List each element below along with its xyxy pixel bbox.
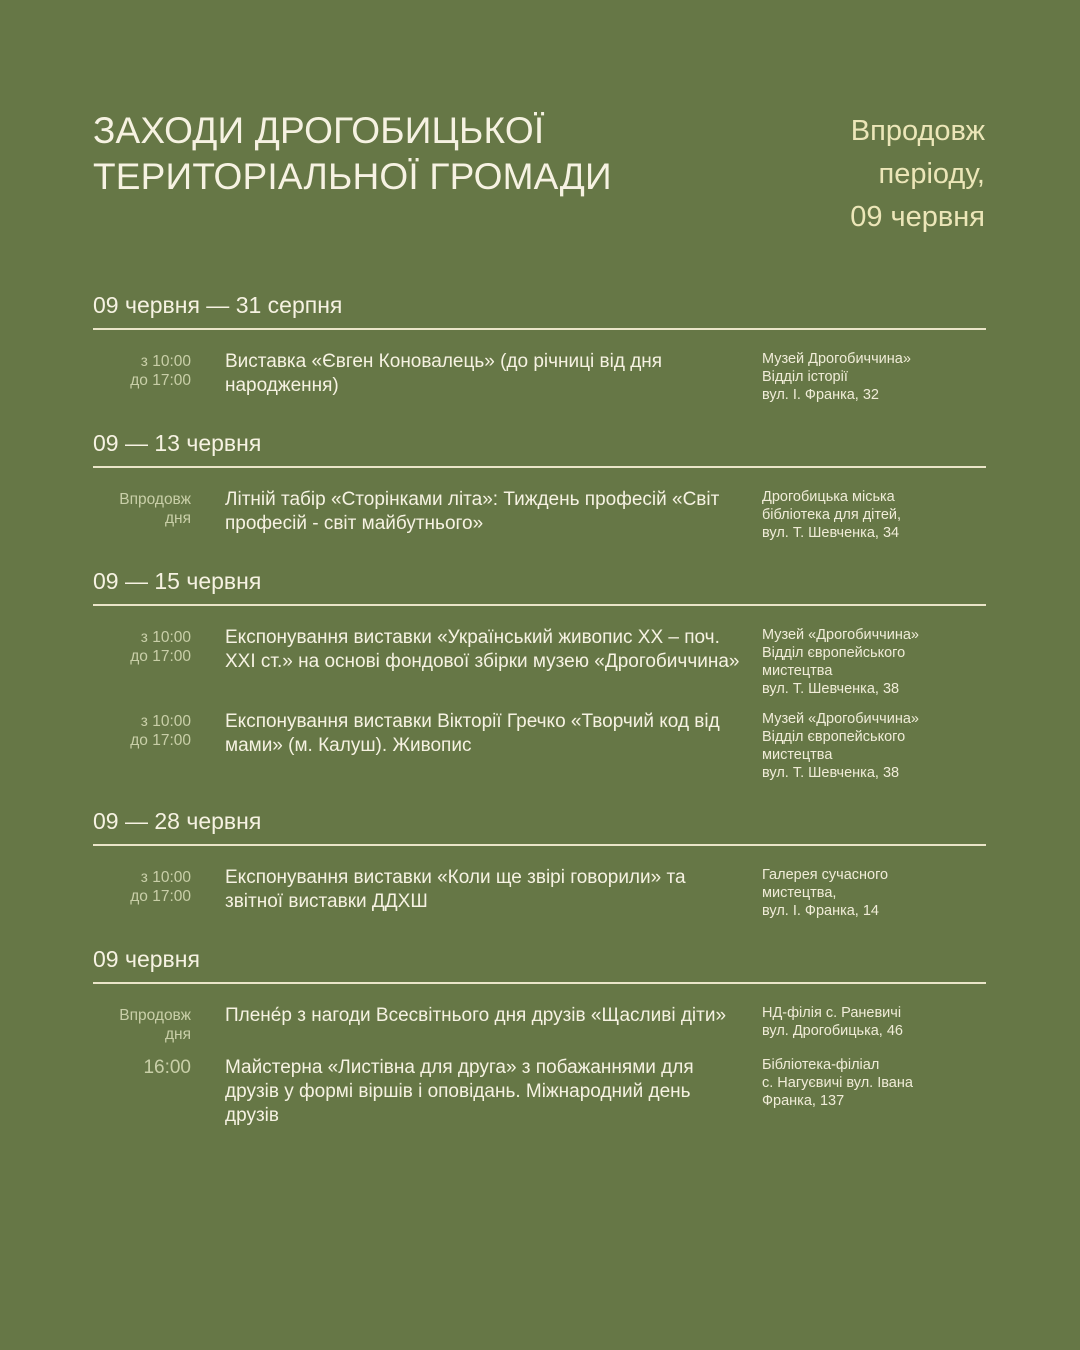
event-location-line: мистецтва, [762,885,837,901]
date-section [93,566,986,782]
event-list [93,468,986,542]
event-description: Експонування виставки «Коли ще звірі говорили» та звітної виставки ДДХШ [225,867,686,912]
event-row [93,1056,986,1128]
event-row [93,710,986,782]
event-time [93,626,191,666]
event-time-line: з 10:00 [140,629,191,646]
event-location [762,710,986,782]
date-section [93,428,986,542]
event-location [762,350,986,404]
event-location-line: вул. Т. Шевченка, 38 [762,681,900,697]
event-description: Майстерна «Листівна для друга» з побажаннями для друзів у формі віршів і оповідань. Міжнародний день друзів [225,1057,694,1126]
page-title-line: ЗАХОДИ ДРОГОБИЦЬКОЇ [93,110,545,151]
event-location-line: с. Нагуєвичі вул. Івана [762,1075,913,1091]
event-location-line: Дрогобицька міська [762,489,895,505]
section-date-title: 09 червня — 31 серпня [93,290,986,330]
event-description: Літній табір «Сторінками літа»: Тиждень професій «Світ професій - світ майбутнього» [225,489,720,534]
event-description: Плене́р з нагоди Всесвітнього дня друзів «Щасливі діти» [225,1005,727,1026]
event-time-line: 16:00 [143,1057,191,1078]
event-list [93,606,986,782]
event-time [93,866,191,906]
event-location-line: Відділ європейського [762,729,906,745]
event-location [762,626,986,698]
event-location-line: Бібліотека-філіал [762,1057,880,1073]
event-time [93,1056,191,1080]
date-section [93,806,986,920]
event-time-line: Впродовж [119,491,191,508]
event-sections [93,290,986,1152]
period-label [725,110,985,239]
event-time-line: до 17:00 [130,888,191,905]
event-location-line: мистецтва [762,663,833,679]
period-line: 09 червня [850,201,985,233]
event-location [762,488,986,542]
event-time-line: Впродовж [119,1007,191,1024]
section-date-title: 09 — 13 червня [93,428,986,468]
event-time-line: з 10:00 [140,353,191,370]
event-location-line: Відділ історії [762,369,848,385]
event-time [93,710,191,750]
page-title-line: ТЕРИТОРІАЛЬНОЇ ГРОМАДИ [93,156,612,197]
period-line: Впродовж [850,115,985,147]
event-time [93,1004,191,1044]
event-location-line: вул. І. Франка, 32 [762,387,879,403]
event-time-line: з 10:00 [140,713,191,730]
event-row [93,1004,986,1044]
event-location-line: Галерея сучасного [762,867,889,883]
event-location-line: Відділ європейського [762,645,906,661]
section-date-title: 09 — 28 червня [93,806,986,846]
event-location-line: Музей Дрогобиччина» [762,351,911,367]
event-list [93,846,986,920]
event-list [93,984,986,1128]
section-date-title: 09 — 15 червня [93,566,986,606]
section-date-title: 09 червня [93,944,986,984]
event-location-line: мистецтва [762,747,833,763]
event-list [93,330,986,404]
event-time-line: дня [165,1026,191,1043]
event-description: Виставка «Євген Коновалець» (до річниці від дня народження) [225,351,663,396]
event-row [93,488,986,542]
event-location [762,1004,986,1040]
event-location [762,1056,986,1110]
event-row [93,626,986,698]
event-description: Експонування виставки Вікторії Гречко «Творчий код від мами» (м. Калуш). Живопис [225,711,720,756]
event-time-line: дня [165,510,191,527]
event-location-line: бібліотека для дітей, [762,507,902,523]
date-section [93,290,986,404]
event-location-line: Музей «Дрогобиччина» [762,711,919,727]
event-time-line: до 17:00 [130,648,191,665]
date-section [93,944,986,1128]
event-location-line: вул. І. Франка, 14 [762,903,879,919]
event-row [93,350,986,404]
event-location-line: Музей «Дрогобиччина» [762,627,919,643]
event-row [93,866,986,920]
event-location [762,866,986,920]
event-time [93,350,191,390]
event-time-line: до 17:00 [130,732,191,749]
event-time [93,488,191,528]
event-location-line: вул. Дрогобицька, 46 [762,1023,903,1039]
page-title [93,108,733,200]
event-location-line: НД-філія с. Раневичі [762,1005,902,1021]
event-time-line: до 17:00 [130,372,191,389]
event-location-line: вул. Т. Шевченка, 38 [762,765,900,781]
event-description: Експонування виставки «Український живопис XX – поч. XXI ст.» на основі фондової збірки музею «Дрогобиччина» [225,627,740,672]
period-line: періоду, [878,158,985,190]
event-time-line: з 10:00 [140,869,191,886]
event-location-line: вул. Т. Шевченка, 34 [762,525,900,541]
event-location-line: Франка, 137 [762,1093,845,1109]
